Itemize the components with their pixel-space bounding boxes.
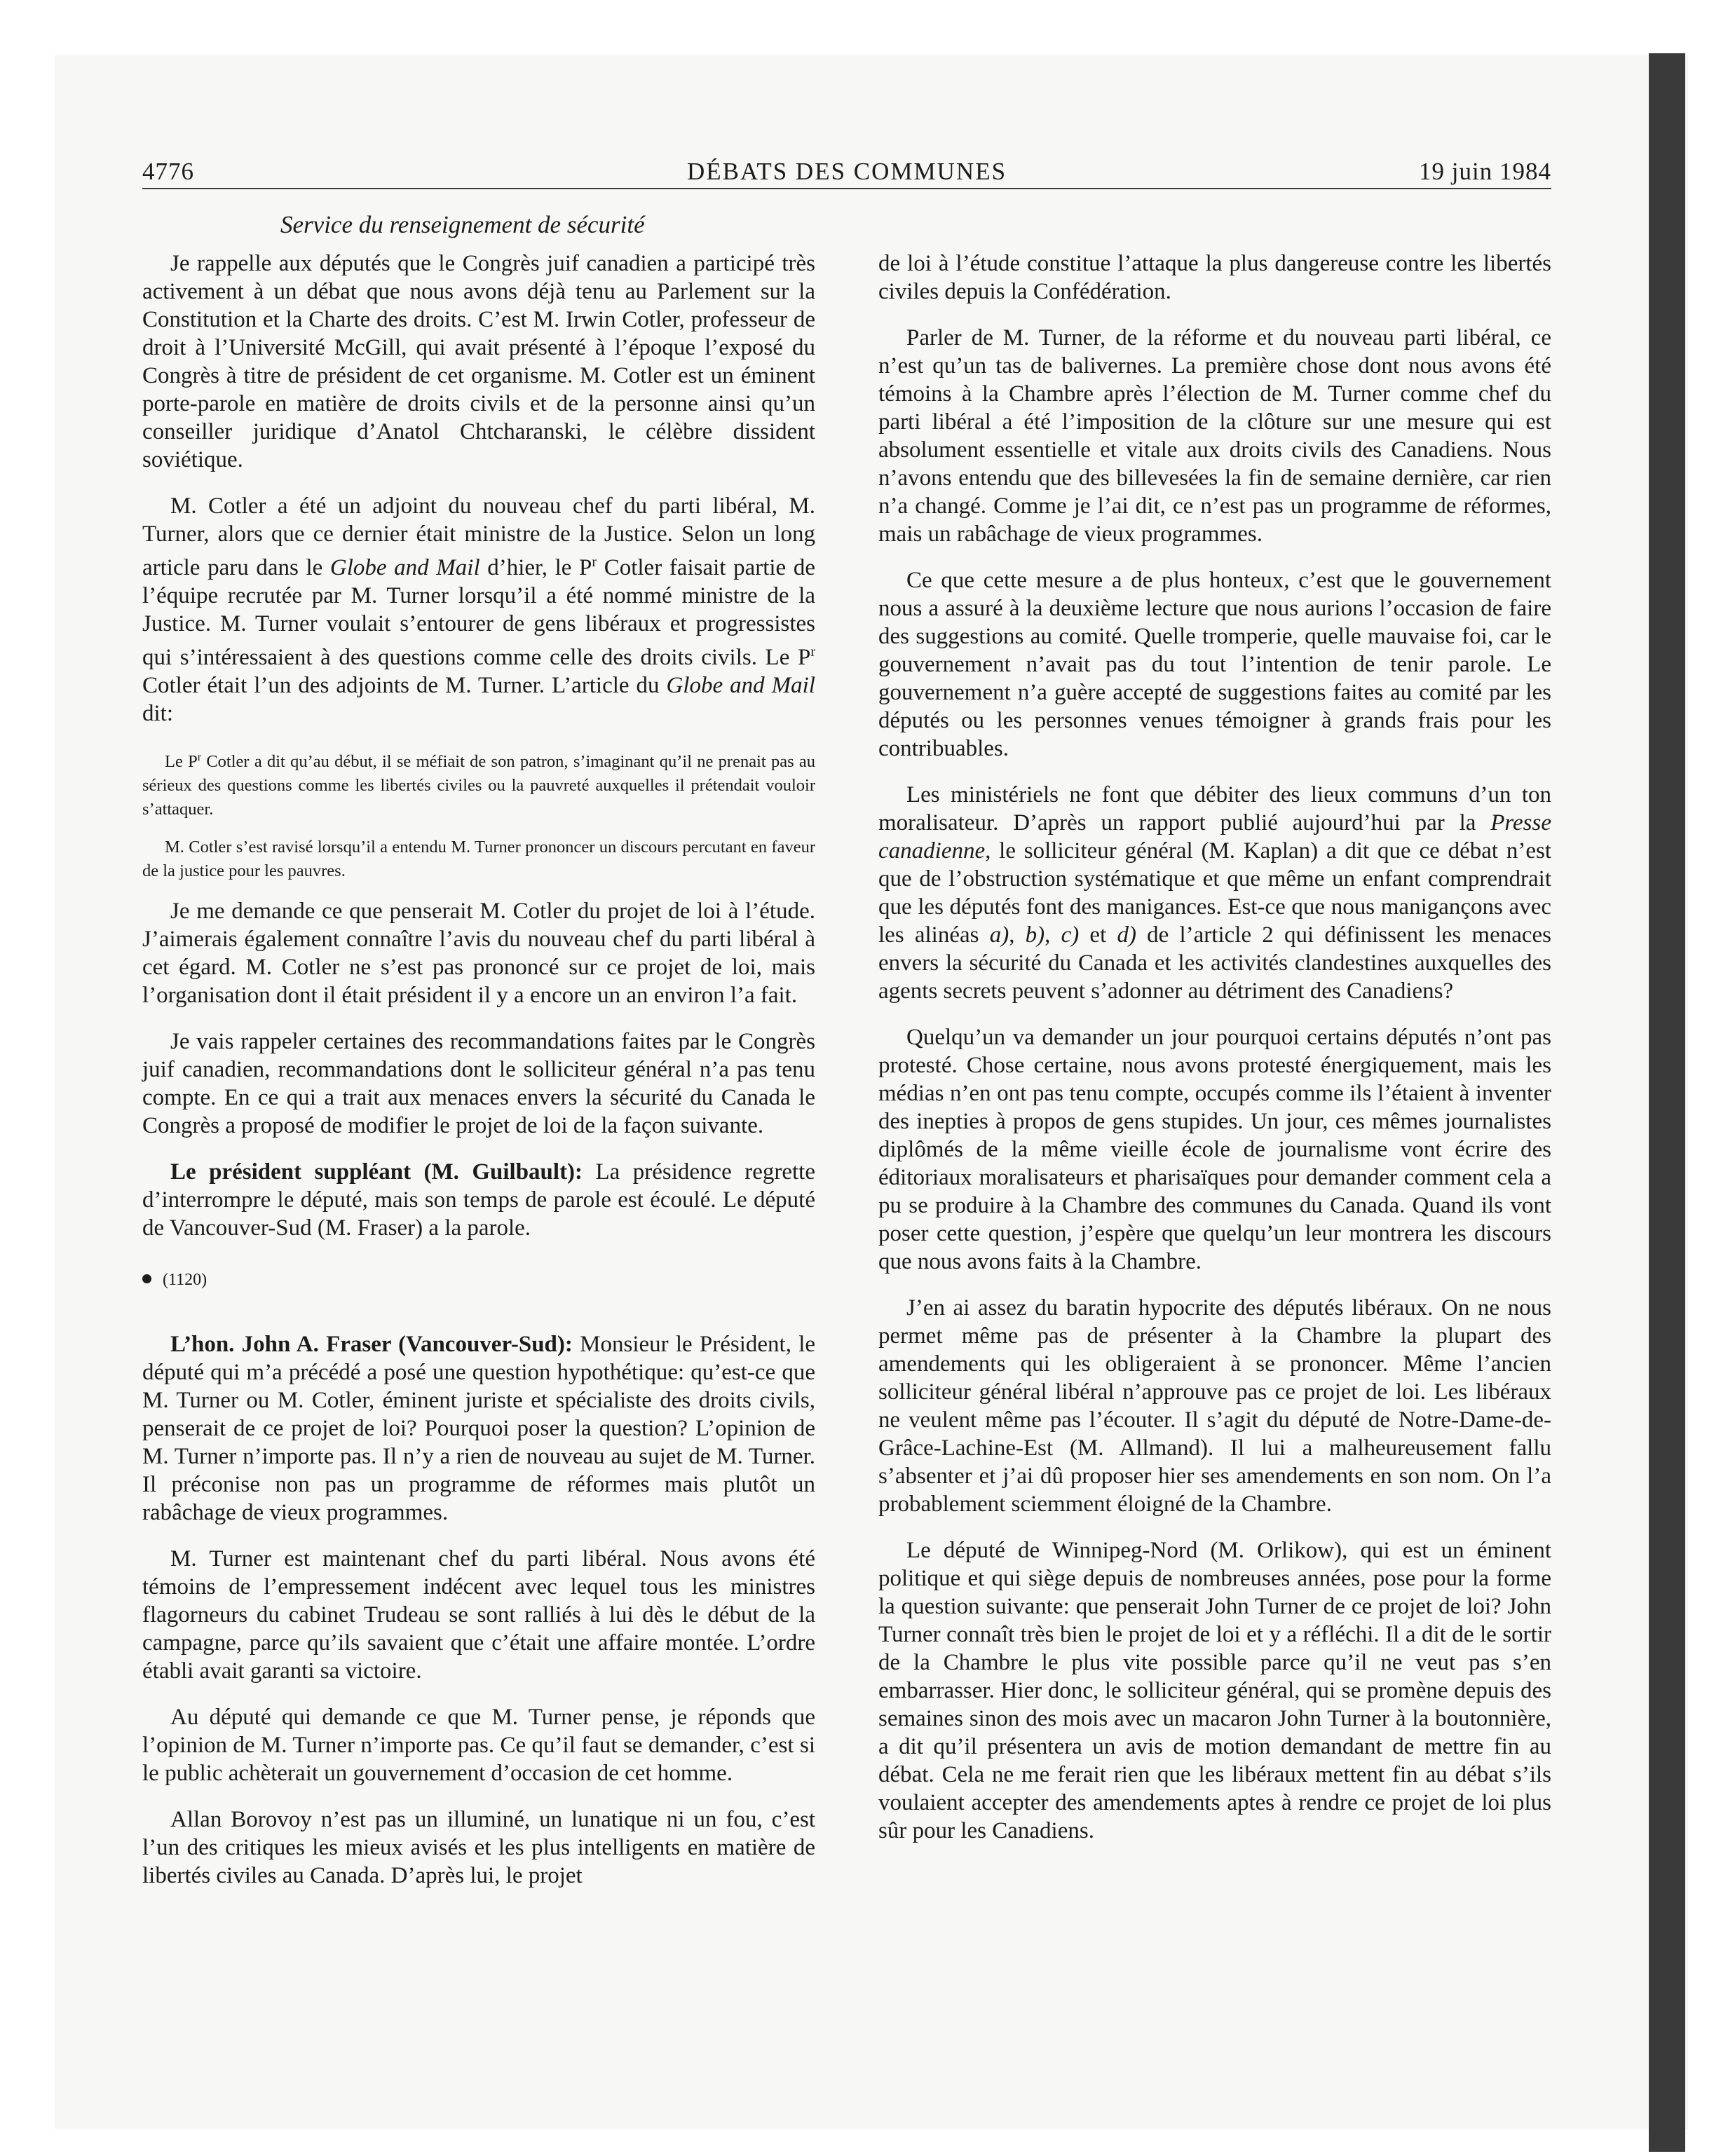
paragraph: Au député qui demande ce que M. Turner pense, je réponds que l’opinion de M. Turner n’importe pas. Ce qu’il faut se demander, c’est si le public achèterait un gouvernement d’occasion de cet homme. xyxy=(142,1705,815,1787)
quotation: M. Cotler s’est ravisé lorsqu’il a entendu M. Turner prononcer un discours percutant en faveur de la justice pour les pauvres. xyxy=(142,838,815,881)
speaker-name: L’hon. John A. Fraser (Vancouver-Sud): xyxy=(170,1332,573,1358)
paragraph: Le député de Winnipeg-Nord (M. Orlikow), qui est un éminent politique et qui siège depuis de nombreuses années, pose pour la forme la question suivante: que penserait John Turner de ce projet de loi? John Turner connaît très bien le projet de loi et y a réfléchi. Il a dit de le sortir de la Chambre le plus vite possible parce qu’il ne veut pas s’en embarrasser. Hier donc, le solliciteur général, qui se promène depuis des semaines sinon des mois avec un macaron John Turner à la boutonnière, a dit qu’il présentera un avis de motion demandant de mettre fin au débat. Cela ne me ferait rien que les libéraux mettent fin au débat s’ils voulaient accepter des amendements aptes à rendre ce projet de loi plus sûr pour les Canadiens. xyxy=(878,1538,1551,1843)
right-column xyxy=(878,250,1551,1863)
publication-title: DÉBATS DES COMMUNES xyxy=(686,158,1007,185)
speaker-name: Le président suppléant (M. Guilbault): xyxy=(170,1159,583,1185)
header-date: 19 juin 1984 xyxy=(1419,158,1551,185)
bullet-icon xyxy=(142,1274,151,1283)
speaker-paragraph: L’hon. John A. Fraser (Vancouver-Sud): Monsieur le Président, le député qui m’a précédé a posé une question hypothétique: qu’est-ce que M. Turner ou M. Cotler, éminent juriste et spécialiste des droits civils, penserait de ce projet de loi? Pourquoi poser la question? L’opinion de M. Turner n’importe pas. Il n’y a rien de nouveau au sujet de M. Turner. Il préconise non pas un programme de réformes mais plutôt un rabâchage de vieux programmes. xyxy=(142,1332,816,1526)
paragraph: Je vais rappeler certaines des recommandations faites par le Congrès juif canadien, recommandations dont le solliciteur général n’a pas tenu compte. En ce qui a trait aux menaces envers la sécurité du Canada le Congrès a proposé de modifier le projet de loi de la façon suivante. xyxy=(142,1029,815,1139)
timestamp-marker: (1120) xyxy=(142,1267,815,1292)
paragraph: M. Turner est maintenant chef du parti libéral. Nous avons été témoins de l’empressement indécent avec lequel tous les ministres flagorneurs du cabinet Trudeau se sont ralliés à lui dès le début de la campagne, parce qu’ils savaient que c’était une affaire montée. L’ordre établi avait garanti sa victoire. xyxy=(142,1546,815,1684)
paragraph: Ce que cette mesure a de plus honteux, c’est que le gouvernement nous a assuré à la deuxième lecture que nous aurions l’occasion de faire des suggestions au comité. Quelle tromperie, quelle mauvaise foi, car le gouvernement n’avait pas du tout l’intention de tenir parole. Le gouvernement n’a guère accepté de suggestions faites au comité par les députés ou les personnes venues témoigner à grands frais pour les contribuables. xyxy=(878,568,1551,761)
paragraph: de loi à l’étude constitue l’attaque la plus dangereuse contre les libertés civiles depuis la Confédération. xyxy=(878,251,1551,304)
paragraph: Parler de M. Turner, de la réforme et du nouveau parti libéral, ce n’est qu’un tas de balivernes. La première chose dont nous avons été témoins à la Chambre après l’élection de M. Turner comme chef du parti libéral a été l’imposition de la clôture sur une mesure qui est absolument essentielle et vitale aux droits civils des Canadiens. Nous n’avons entendu que des billevesées la fin de semaine dernière, car rien n’a changé. Comme je l’ai dit, ce n’est pas un programme de réformes, mais un rabâchage de vieux programmes. xyxy=(878,325,1551,547)
paragraph: Je rappelle aux députés que le Congrès juif canadien a participé très activement à un débat que nous avons déjà tenu au Parlement sur la Constitution et la Charte des droits. C’est M. Irwin Cotler, professeur de droit à l’Université McGill, qui avait présenté à l’époque l’exposé du Congrès à titre de président de cet organisme. M. Cotler est un éminent porte-parole en matière de droits civils et de la personne ainsi qu’un conseiller juridique d’Anatol Chtcharanski, le célèbre dissident soviétique. xyxy=(142,251,815,472)
scan-edge-bar xyxy=(1649,53,1685,2152)
left-column xyxy=(142,250,815,1908)
quotation: Le $P^r$ Cotler a dit qu’au début, il se méfiait de son patron, s’imaginant qu’il ne prenait pas au sérieux des questions comme les libertés civiles ou la pauvreté auxquelles il prétendait vouloir s’attaquer. xyxy=(142,751,815,819)
running-header xyxy=(142,156,1551,188)
paragraph: Les ministériels ne font que débiter des lieux communs d’un ton moralisateur. D’après un rapport publié aujourd’hui par la Presse canadienne, le solliciteur général (M. Kaplan) a dit que ce débat n’est que de l’obstruction systématique et que même un enfant comprendrait que les députés font des manigances. Est-ce que nous manigançons avec les alinéas a), b), c) et d) de l’article 2 qui définissent les menaces envers la sécurité du Canada et les activités clandestines auxquelles des agents secrets peuvent s’adonner au détriment des Canadiens? xyxy=(878,782,1551,1004)
paragraph: Allan Borovoy n’est pas un illuminé, un lunatique ni un fou, c’est l’un des critiques les mieux avisés et les plus intelligents en matière de libertés civiles au Canada. D’après lui, le projet xyxy=(142,1807,815,1889)
paragraph: M. Cotler a été un adjoint du nouveau chef du parti libéral, M. Turner, alors que ce dernier était ministre de la Justice. Selon un long article paru dans le Globe and Mail d’hier, le $P^r$ Cotler faisait partie de l’équipe recrutée par M. Turner lorsqu’il a été nommé ministre de la Justice. M. Turner voulait s’entourer de gens libéraux et progressistes qui s’intéressaient à des questions comme celle des droits civils. Le $P^r$ Cotler était l’un des adjoints de M. Turner. L’article du Globe and Mail dit: xyxy=(142,493,815,726)
section-title: Service du renseignement de sécurité xyxy=(280,211,645,238)
paragraph: Je me demande ce que penserait M. Cotler du projet de loi à l’étude. J’aimerais également connaître l’avis du nouveau chef du parti libéral à cet égard. M. Cotler ne s’est pas prononcé sur ce projet de loi, mais l’organisation dont il était président il y a encore un an environ l’a fait. xyxy=(142,899,815,1009)
speaker-paragraph: Le président suppléant (M. Guilbault): La présidence regrette d’interrompre le député, mais son temps de parole est écoulé. Le député de Vancouver-Sud (M. Fraser) a la parole. xyxy=(142,1159,815,1241)
page-number: 4776 xyxy=(142,158,194,185)
paragraph: Quelqu’un va demander un jour pourquoi certains députés n’ont pas protesté. Chose certaine, nous avons protesté énergiquement, mais les médias n’en ont pas tenu compte, occupés comme ils l’étaient à inventer des inepties à propos de gens stupides. Un jour, ces mêmes journalistes diplômés de la même vieille école de journalisme vont écrire des éditoriaux moralisateurs et pharisaïques pour demander comment cela a pu se produire à la Chambre des communes du Canada. Quand ils vont poser cette question, j’espère que quelqu’un leur montrera les discours que nous avons faits à la Chambre. xyxy=(878,1025,1551,1274)
paragraph: J’en ai assez du baratin hypocrite des députés libéraux. On ne nous permet même pas de présenter à la Chambre la plupart des amendements qui les obligeraient à se prononcer. Même l’ancien solliciteur général libéral n’approuve pas ce projet de loi. Les libéraux ne veulent même pas l’écouter. Il s’agit du député de Notre-Dame-de-Grâce-Lachine-Est (M. Allmand). Il lui a malheureusement fallu s’absenter et j’ai dû proposer hier ses amendements en son nom. On l’a probablement sciemment éloigné de la Chambre. xyxy=(878,1295,1551,1517)
header-rule xyxy=(142,188,1551,189)
